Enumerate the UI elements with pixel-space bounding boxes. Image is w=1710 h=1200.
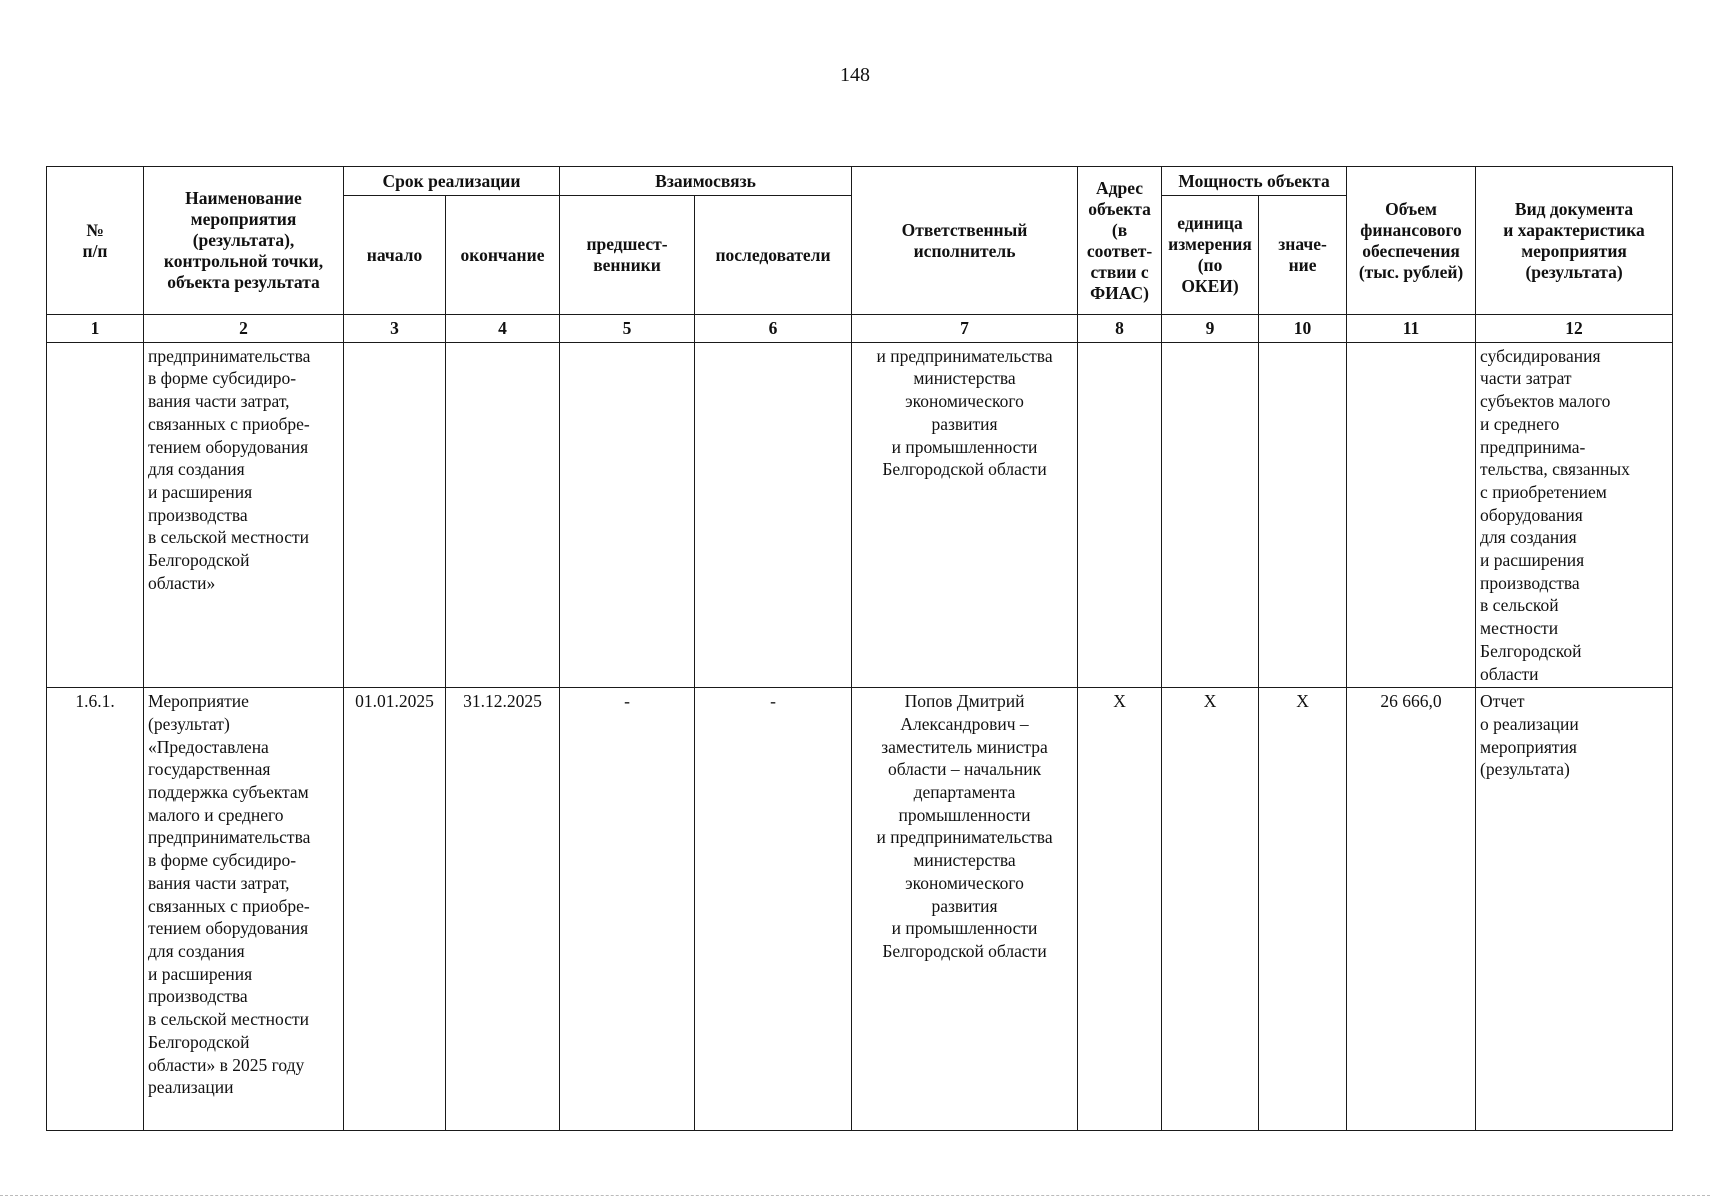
value: X <box>1259 688 1347 1131</box>
header-value: значе- ние <box>1259 196 1347 315</box>
column-number: 6 <box>695 315 852 343</box>
column-number: 2 <box>144 315 344 343</box>
unit: X <box>1162 688 1259 1131</box>
address <box>1078 342 1162 688</box>
predecessors: - <box>560 688 695 1131</box>
responsible: и предпринимательства министерства экономического развития и промышленности Белгородской области <box>852 342 1078 688</box>
header-end: окончание <box>446 196 560 315</box>
value <box>1259 342 1347 688</box>
predecessors <box>560 342 695 688</box>
header-predecessors: предшест- венники <box>560 196 695 315</box>
column-number: 7 <box>852 315 1078 343</box>
header-start: начало <box>344 196 446 315</box>
activities-table <box>46 166 1673 1131</box>
column-number: 11 <box>1347 315 1476 343</box>
header-successors: последователи <box>695 196 852 315</box>
page-number: 148 <box>840 64 870 86</box>
header-responsible: Ответственный исполнитель <box>852 167 1078 315</box>
responsible: Попов Дмитрий Александрович – заместитель министра области – начальник департамента промышленности и предпринимательства министерства экономического развития и промышленности Белгородской области <box>852 688 1078 1131</box>
header-unit: единица измерения (по ОКЕИ) <box>1162 196 1259 315</box>
column-number: 12 <box>1476 315 1673 343</box>
header-name: Наименование мероприятия (результата), контрольной точки, объекта результата <box>144 167 344 315</box>
row-number <box>47 342 144 688</box>
column-number: 3 <box>344 315 446 343</box>
column-number: 5 <box>560 315 695 343</box>
financing <box>1347 342 1476 688</box>
address: X <box>1078 688 1162 1131</box>
document-type: Отчет о реализации мероприятия (результата) <box>1476 688 1673 1131</box>
end-date: 31.12.2025 <box>446 688 560 1131</box>
start-date: 01.01.2025 <box>344 688 446 1131</box>
header-term-group: Срок реализации <box>344 167 560 196</box>
column-number: 10 <box>1259 315 1347 343</box>
column-number: 9 <box>1162 315 1259 343</box>
start-date <box>344 342 446 688</box>
column-number: 1 <box>47 315 144 343</box>
activity-name: предпринимательства в форме субсидиро- вания части затрат, связанных с приобре- тением оборудования для создания и расширения производства в сельской местности Белгородской области» <box>144 342 344 688</box>
end-date <box>446 342 560 688</box>
financing: 26 666,0 <box>1347 688 1476 1131</box>
table-row <box>47 342 1673 688</box>
row-number: 1.6.1. <box>47 688 144 1131</box>
header-document: Вид документа и характеристика мероприятия (результата) <box>1476 167 1673 315</box>
header-financing: Объем финансового обеспечения (тыс. рублей) <box>1347 167 1476 315</box>
column-number-row <box>47 315 1673 343</box>
header-link-group: Взаимосвязь <box>560 167 852 196</box>
column-number: 8 <box>1078 315 1162 343</box>
unit <box>1162 342 1259 688</box>
document-type: субсидирования части затрат субъектов малого и среднего предпринима- тельства, связанных с приобретением оборудования для создания и расширения производства в сельской местности Белгородской области <box>1476 342 1673 688</box>
header-number: № п/п <box>47 167 144 315</box>
successors: - <box>695 688 852 1131</box>
table-row <box>47 688 1673 1131</box>
successors <box>695 342 852 688</box>
activity-name: Мероприятие (результат) «Предоставлена государственная поддержка субъектам малого и среднего предпринимательства в форме субсидиро- вания части затрат, связанных с приобре- тением оборудования для создания и расширения производства в сельской местности Белгородской области» в 2025 году реализации <box>144 688 344 1131</box>
header-power-group: Мощность объекта <box>1162 167 1347 196</box>
column-number: 4 <box>446 315 560 343</box>
scan-edge <box>0 1195 1710 1196</box>
header-address: Адрес объекта (в соответ- ствии с ФИАС) <box>1078 167 1162 315</box>
